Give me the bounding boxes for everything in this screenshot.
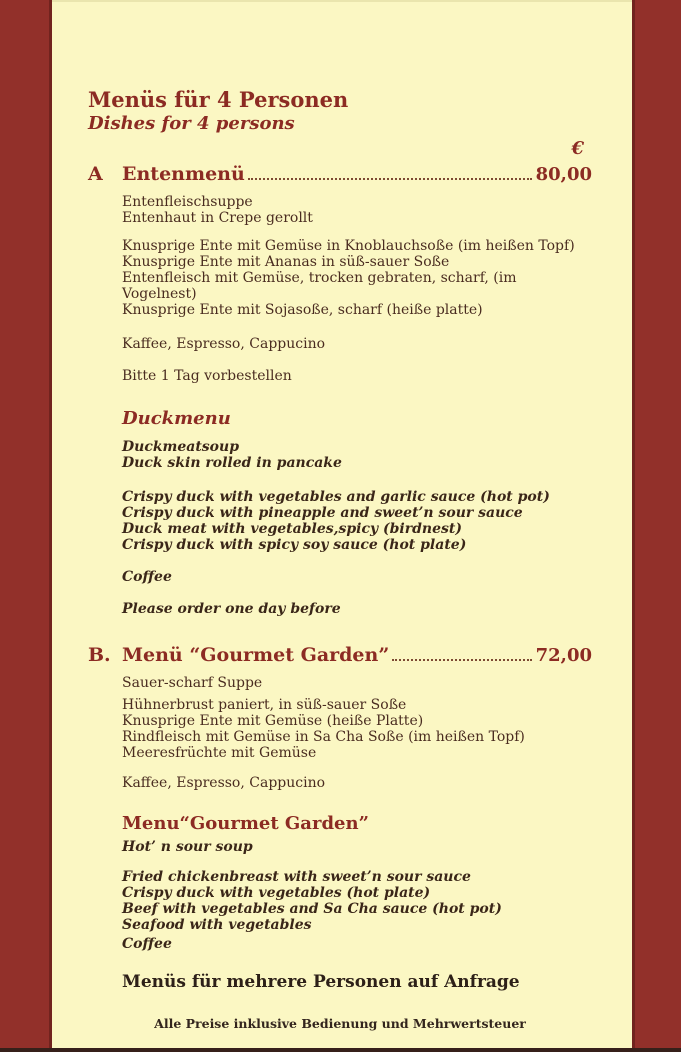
menu-item-line: Rindfleisch mit Gemüse in Sa Cha Soße (im heißen Topf) — [122, 729, 525, 745]
section-a-price-row — [88, 162, 592, 186]
menu-section-b — [88, 643, 592, 952]
item-group — [122, 697, 592, 761]
section-b-label: B. — [88, 644, 111, 666]
menu-item-line: Crispy duck with vegetables (hot plate) — [122, 885, 431, 901]
currency-symbol: € — [571, 138, 584, 159]
english-menu-heading-b: Menu“Gourmet Garden” — [122, 813, 369, 834]
item-group — [122, 775, 592, 791]
right-border-decoration — [632, 0, 681, 1052]
page-top-edge — [52, 0, 632, 2]
menu-item-line: Kaffee, Espresso, Cappucino — [122, 336, 326, 352]
page-title: Menüs für 4 Personen — [88, 87, 349, 112]
menu-item-line: Beef with vegetables and Sa Cha sauce (hot pot) — [122, 901, 502, 917]
menu-item-line: Hot’ n sour soup — [122, 839, 253, 855]
item-group — [122, 439, 592, 471]
menu-item-line: Crispy duck with vegetables and garlic sauce (hot pot) — [122, 489, 550, 505]
menu-item-line: Coffee — [122, 936, 172, 952]
footer-tax-note: Alle Preise inklusive Bedienung und Mehrwertsteuer — [154, 1016, 526, 1031]
english-menu-heading-a: Duckmenu — [122, 408, 231, 429]
item-group — [122, 675, 592, 691]
section-a-label: A — [88, 163, 103, 185]
item-group — [122, 569, 592, 585]
section-b-german-items — [122, 675, 592, 791]
menu-item-line: Kaffee, Espresso, Cappucino — [122, 775, 326, 791]
menu-section-a — [88, 162, 592, 617]
menu-item-line: Knusprige Ente mit Sojasoße, scharf (heiße platte) — [122, 302, 483, 318]
menu-item-line: Entenfleischsuppe — [122, 194, 253, 210]
item-group — [122, 368, 592, 384]
menu-item-line: Duck skin rolled in pancake — [122, 455, 342, 471]
menu-item-line: Seafood with vegetables — [122, 917, 312, 933]
menu-item-line: Coffee — [122, 569, 172, 585]
menu-item-line: Knusprige Ente mit Gemüse (heiße Platte) — [122, 713, 424, 729]
section-a-german-items — [122, 194, 592, 384]
section-b-price: 72,00 — [535, 645, 592, 666]
menu-item-line: Fried chickenbreast with sweet’n sour sauce — [122, 869, 471, 885]
item-group — [122, 489, 592, 553]
menu-item-line: Crispy duck with pineapple and sweet’n sour sauce — [122, 505, 523, 521]
item-group — [122, 839, 592, 855]
section-b-english-items — [122, 839, 592, 952]
item-group — [122, 238, 592, 318]
menu-item-line: Entenhaut in Crepe gerollt — [122, 210, 313, 226]
dotted-leader — [392, 659, 531, 661]
section-a-price: 80,00 — [535, 164, 592, 185]
footer-request-note: Menüs für mehrere Personen auf Anfrage — [122, 972, 520, 992]
dotted-leader — [248, 178, 532, 180]
menu-item-line: Bitte 1 Tag vorbestellen — [122, 368, 292, 384]
menu-item-line: Sauer-scharf Suppe — [122, 675, 263, 691]
menu-item-line: Knusprige Ente mit Gemüse in Knoblauchsoße (im heißen Topf) — [122, 238, 575, 254]
page-bottom-edge — [0, 1048, 681, 1052]
item-group — [122, 194, 592, 226]
item-group — [122, 336, 592, 352]
section-b-title: Menü “Gourmet Garden” — [122, 644, 390, 666]
menu-item-line: Knusprige Ente mit Ananas in süß-sauer Soße — [122, 254, 450, 270]
item-group — [122, 601, 592, 617]
menu-item-line: Duck meat with vegetables,spicy (birdnest) — [122, 521, 462, 537]
menu-item-line: Please order one day before — [122, 601, 341, 617]
page-subtitle: Dishes for 4 persons — [88, 113, 295, 134]
section-a-title: Entenmenü — [122, 163, 245, 185]
menu-item-line: Duckmeatsoup — [122, 439, 239, 455]
section-a-english-items — [122, 439, 592, 617]
item-group — [122, 869, 592, 933]
menu-item-line: Crispy duck with spicy soy sauce (hot plate) — [122, 537, 467, 553]
section-b-price-row — [88, 643, 592, 667]
menu-content — [52, 0, 632, 1052]
left-border-decoration — [0, 0, 52, 1052]
item-group — [122, 936, 592, 952]
menu-item-line: Hühnerbrust paniert, in süß-sauer Soße — [122, 697, 407, 713]
menu-item-line: Entenfleisch mit Gemüse, trocken gebraten, scharf, (im Vogelnest) — [122, 270, 517, 302]
menu-item-line: Meeresfrüchte mit Gemüse — [122, 745, 317, 761]
